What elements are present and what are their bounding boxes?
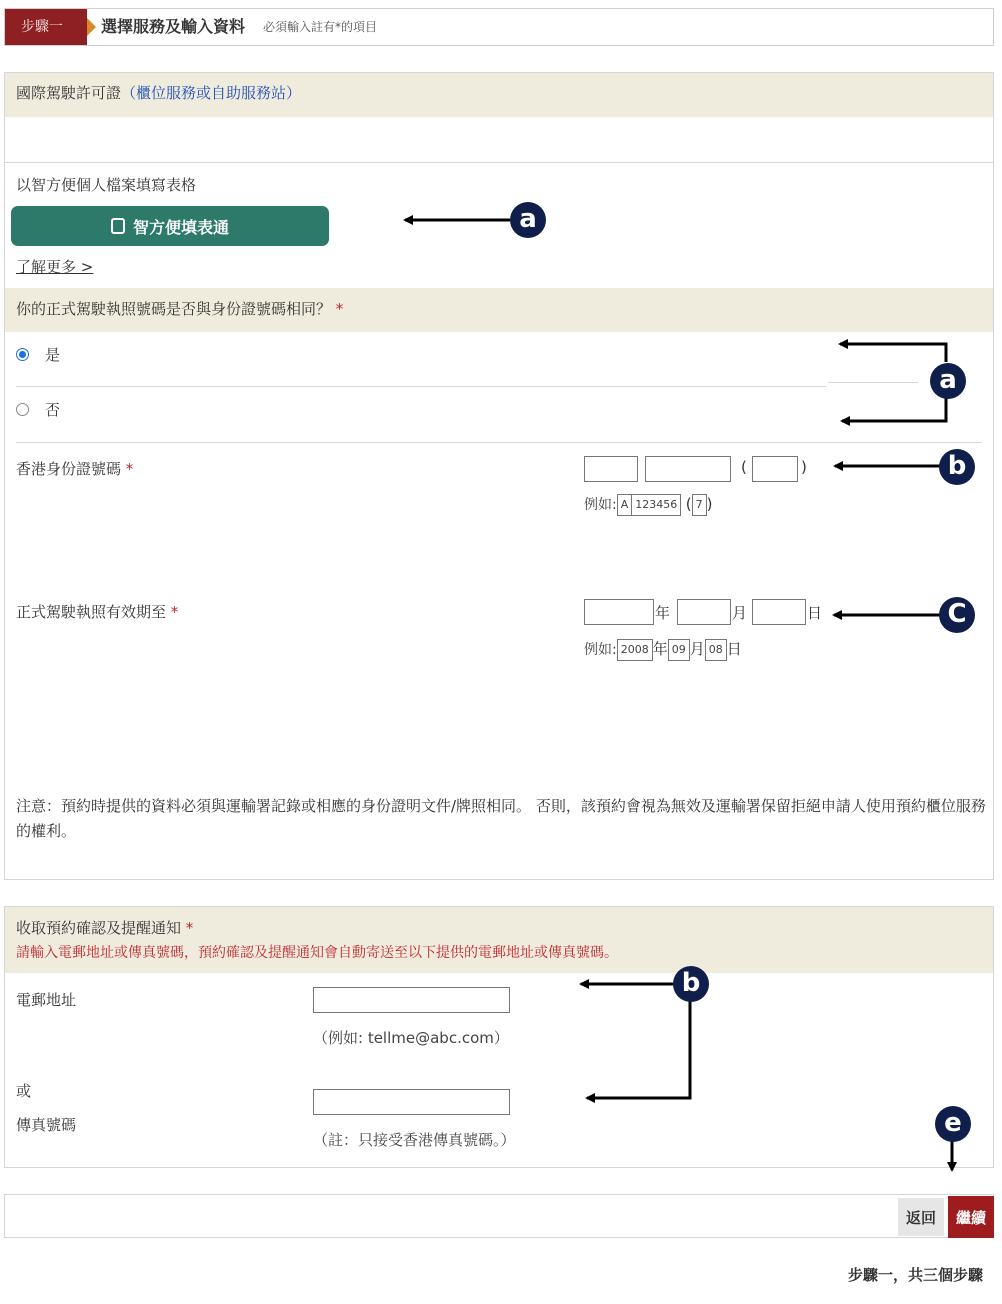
question-text: 你的正式駕駛執照號碼是否與身份證號碼相同？ bbox=[16, 300, 332, 318]
continue-button[interactable]: 繼續 bbox=[948, 1196, 994, 1238]
hkid-check-digit-input[interactable] bbox=[752, 456, 798, 482]
example-month: 09 bbox=[668, 639, 690, 661]
expiry-year-input[interactable] bbox=[584, 599, 654, 625]
example-letter: A bbox=[617, 494, 633, 516]
step-title: 選擇服務及輸入資料 bbox=[101, 17, 246, 36]
divider bbox=[16, 442, 982, 443]
step-counter: 步驟一，共三個步驟 bbox=[848, 1266, 984, 1284]
radio-yes-label: 是 bbox=[45, 346, 61, 364]
radio-option-yes[interactable] bbox=[16, 344, 60, 365]
year-unit: 年 bbox=[655, 604, 671, 622]
divider bbox=[828, 382, 918, 383]
annotation-e-badge: e bbox=[935, 1106, 971, 1142]
phone-icon bbox=[111, 218, 125, 234]
month-unit: 月 bbox=[732, 604, 748, 622]
annotation-a-badge: a bbox=[510, 202, 546, 238]
example-day: 08 bbox=[705, 639, 727, 661]
hkid-digits-input[interactable] bbox=[645, 456, 731, 482]
learn-more-link[interactable]: 了解更多 > bbox=[16, 258, 94, 276]
step-bar bbox=[4, 8, 994, 46]
example-check-digit: 7 bbox=[692, 494, 707, 516]
radio-no-label: 否 bbox=[45, 401, 61, 419]
licence-title: 國際駕駛許可證 bbox=[16, 84, 122, 102]
example-year-unit: 年 bbox=[652, 640, 668, 658]
divider bbox=[16, 386, 826, 387]
example-day-unit: 日 bbox=[726, 640, 742, 658]
email-input[interactable] bbox=[313, 987, 510, 1013]
expiry-month-input[interactable] bbox=[677, 599, 731, 625]
required-hint: 必須輸入註有*的項目 bbox=[263, 20, 378, 34]
step-badge-arrow bbox=[87, 18, 96, 36]
divider bbox=[5, 162, 993, 163]
iam-smart-button[interactable] bbox=[11, 206, 329, 246]
hkid-example bbox=[584, 494, 712, 516]
expiry-day-input[interactable] bbox=[752, 599, 806, 625]
required-mark: * bbox=[185, 919, 194, 937]
expiry-example bbox=[584, 638, 742, 661]
annotation-c-badge: C bbox=[939, 597, 975, 633]
example-year: 2008 bbox=[617, 639, 653, 661]
back-button[interactable]: 返回 bbox=[898, 1198, 944, 1236]
hkid-letters-input[interactable] bbox=[584, 456, 638, 482]
example-prefix: 例如: bbox=[584, 497, 617, 513]
example-month-unit: 月 bbox=[689, 640, 705, 658]
fax-label: 傳真號碼 bbox=[16, 1116, 77, 1134]
hkid-label bbox=[16, 458, 133, 479]
required-mark: * bbox=[335, 300, 344, 318]
fax-note: （註：只接受香港傳真號碼。） bbox=[313, 1131, 516, 1149]
or-label: 或 bbox=[16, 1082, 32, 1100]
validity-note: 注意：預約時提供的資料必須與運輸署記錄或相應的身份證明文件/牌照相同。 否則，該預約會視為無效及運輸署保留拒絕申請人使用預約櫃位服務的權利。 bbox=[16, 797, 986, 840]
annotation-b-badge: b bbox=[939, 449, 975, 485]
smart-fill-label: 以智方便個人檔案填寫表格 bbox=[16, 176, 197, 194]
radio-yes[interactable] bbox=[16, 348, 29, 361]
notification-panel-header bbox=[5, 907, 993, 973]
required-mark: * bbox=[125, 460, 134, 478]
example-close-paren: ) bbox=[706, 495, 713, 513]
radio-no[interactable] bbox=[16, 403, 29, 416]
day-unit: 日 bbox=[807, 604, 823, 622]
notification-title: 收取預約確認及提醒通知 bbox=[16, 919, 182, 937]
licence-panel-header bbox=[5, 73, 993, 117]
step-badge: 步驟一 bbox=[5, 9, 87, 45]
service-link[interactable]: （櫃位服務或自助服務站） bbox=[121, 84, 302, 102]
hkid-close-paren: ) bbox=[801, 458, 807, 476]
expiry-label bbox=[16, 601, 178, 622]
radio-option-no[interactable] bbox=[16, 399, 60, 420]
iam-smart-button-label: 智方便填表通 bbox=[132, 219, 229, 237]
example-prefix: 例如: bbox=[584, 642, 617, 658]
action-bar bbox=[4, 1194, 994, 1238]
example-digits: 123456 bbox=[631, 494, 681, 516]
email-example: （例如: tellme@abc.com） bbox=[313, 1029, 509, 1047]
hkid-label-text: 香港身份證號碼 bbox=[16, 460, 122, 478]
example-open-paren: ( bbox=[685, 495, 692, 513]
annotation-a-badge: a bbox=[930, 363, 966, 399]
email-label: 電郵地址 bbox=[16, 991, 77, 1009]
required-mark: * bbox=[170, 603, 179, 621]
expiry-label-text: 正式駕駛執照有效期至 bbox=[16, 603, 167, 621]
hkid-open-paren: ( bbox=[741, 458, 747, 476]
annotation-b-badge: b bbox=[673, 966, 709, 1002]
same-number-question bbox=[5, 288, 993, 332]
notification-instruction: 請輸入電郵地址或傳真號碼，預約確認及提醒通知會自動寄送至以下提供的電郵地址或傳真號碼。 bbox=[16, 945, 618, 961]
fax-input[interactable] bbox=[313, 1089, 510, 1115]
